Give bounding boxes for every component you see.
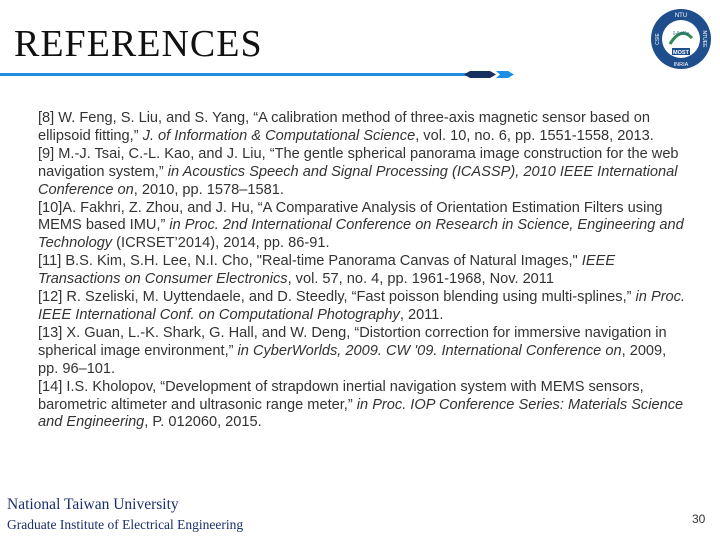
logo-left-text: CSIE (655, 33, 661, 45)
reference-text: , vol. 57, no. 4, pp. 1961-1968, Nov. 2011 (287, 271, 554, 288)
reference-text: [12] R. Szeliski, M. Uyttendaele, and D. Steedly, “Fast poisson blending using multi-splines,” (38, 289, 636, 306)
reference-text: [10]A. Fakhri, Z. Zhou, and J. Hu, “A Comparative Analysis of Orientation Estimation Filters using MEMS based IMU,” (38, 199, 663, 234)
reference-list (38, 110, 688, 432)
reference-entry (38, 379, 688, 433)
reference-text: [14] I.S. Kholopov, “Development of strapdown inertial navigation system with MEMS sensors, barometric altimeter and ultrasonic range meter,” (38, 378, 644, 413)
reference-text: [9] M.-J. Tsai, C.-L. Kao, and J. Liu, “The gentle spherical panorama image construction for the web navigation system,” (38, 145, 679, 180)
reference-venue: IEEE Transactions on Consumer Electronics (38, 253, 616, 288)
reference-venue: in Proc. 2nd International Conference on Research in Science, Engineering and Technology (38, 217, 684, 252)
reference-text: , P. 012060, 2015. (144, 414, 262, 431)
reference-venue: in Proc. IEEE International Conf. on Computational Photography (38, 289, 686, 323)
reference-text: , vol. 10, no. 6, pp. 1551-1558, 2013. (415, 127, 654, 144)
reference-venue: J. of Information & Computational Science (142, 127, 416, 144)
logo-right-text: NTUEE (701, 30, 707, 48)
reference-venue: in CyberWorlds, 2009. CW '09. International Conference on (237, 342, 622, 359)
reference-entry (38, 110, 688, 146)
reference-text: [11] B.S. Kim, S.H. Lee, N.I. Cho, "Real-time Panorama Canvas of Natural Images," (38, 253, 582, 270)
slide-title: REFERENCES (14, 23, 263, 65)
page-number: 30 (692, 512, 706, 526)
reference-entry (38, 146, 688, 200)
logo-bottom-text: INRIA (673, 62, 689, 68)
logo-badge-text: MOST (673, 50, 689, 56)
reference-venue: in Acoustics Speech and Signal Processing (ICASSP), 2010 IEEE International Conference on (38, 163, 678, 198)
logo-center-text: I-LiCe (673, 31, 689, 37)
reference-entry (38, 200, 688, 254)
reference-text: , 2011. (399, 306, 444, 323)
reference-text: [8] W. Feng, S. Liu, and S. Yang, “A calibration method of three-axis magnetic sensor based on ellipsoid fitting,” (38, 110, 650, 144)
title-underline (0, 71, 515, 79)
institution-seal-logo (650, 8, 712, 70)
logo-top-text: NTU (674, 13, 688, 19)
reference-text: , 2009, pp. 96–101. (38, 342, 667, 377)
reference-entry (38, 325, 688, 379)
reference-text: (ICRSET’2014), 2014, pp. 86-91. (112, 235, 330, 252)
reference-entry (38, 289, 688, 325)
reference-text: , 2010, pp. 1578–1581. (133, 181, 284, 198)
reference-text: [13] X. Guan, L.-K. Shark, G. Hall, and W. Deng, “Distortion correction for immersive navigation in spherical image environment,” (38, 324, 667, 359)
footer-department: Graduate Institute of Electrical Engineering (7, 517, 244, 532)
footer-university: National Taiwan University (7, 496, 179, 513)
reference-venue: in Proc. IOP Conference Series: Materials Science and Engineering (38, 396, 684, 431)
reference-entry (38, 253, 688, 289)
